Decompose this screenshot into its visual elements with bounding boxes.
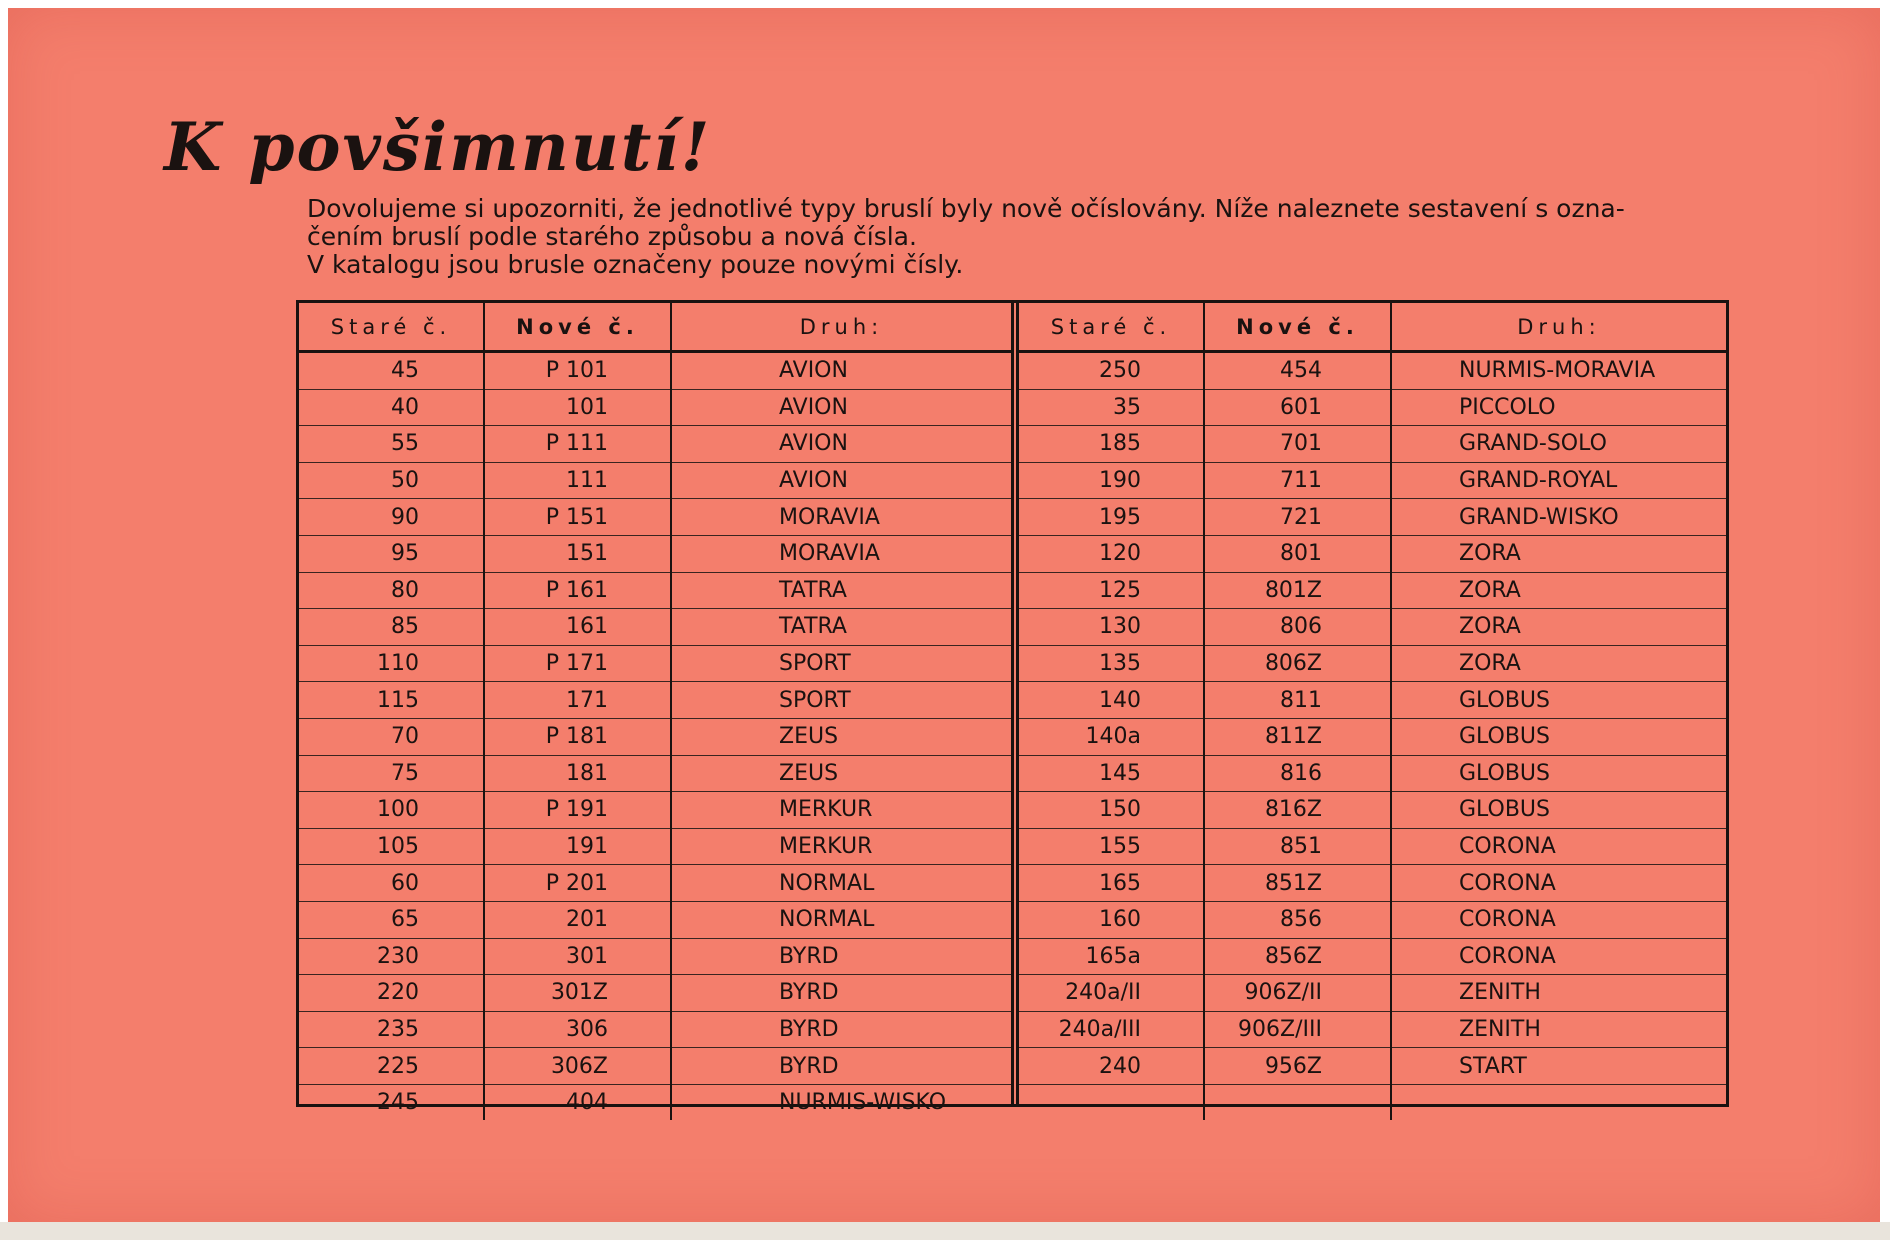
cell-old-number: 120 — [1019, 535, 1204, 572]
left-table — [299, 303, 1011, 1120]
table-row — [1019, 352, 1726, 390]
cell-type: ZORA — [1391, 572, 1726, 609]
cell-new-number: 851Z — [1204, 865, 1391, 902]
intro-line-3: V katalogu jsou brusle označeny pouze novými čísly. — [307, 250, 964, 279]
table-row — [299, 499, 1011, 536]
cell-new-number: 806Z — [1204, 645, 1391, 682]
cell-new-number: 101 — [484, 389, 671, 426]
cell-type: TATRA — [671, 572, 1011, 609]
cell-type: CORONA — [1391, 901, 1726, 938]
cell-new-number: 906Z/II — [1204, 975, 1391, 1012]
cell-old-number: 55 — [299, 426, 484, 463]
table-row — [1019, 865, 1726, 902]
header-old-number: Staré č. — [1019, 303, 1204, 352]
table-row — [299, 828, 1011, 865]
table-right-half — [1019, 303, 1726, 1104]
cell-new-number: 601 — [1204, 389, 1391, 426]
cell-old-number: 240a/III — [1019, 1011, 1204, 1048]
cell-type: NORMAL — [671, 901, 1011, 938]
cell-type: MORAVIA — [671, 535, 1011, 572]
cell-new-number: 856 — [1204, 901, 1391, 938]
cell-old-number: 190 — [1019, 462, 1204, 499]
table-row — [1019, 462, 1726, 499]
cell-type: MERKUR — [671, 792, 1011, 829]
cell-type: NORMAL — [671, 865, 1011, 902]
cell-type: NURMIS-MORAVIA — [1391, 352, 1726, 390]
table-row — [1019, 1011, 1726, 1048]
cell-new-number: 801Z — [1204, 572, 1391, 609]
cell-new-number: P 151 — [484, 499, 671, 536]
table-row — [299, 426, 1011, 463]
cell-old-number — [1019, 1084, 1204, 1120]
table-row — [299, 535, 1011, 572]
cell-old-number: 240a/II — [1019, 975, 1204, 1012]
cell-new-number: 301Z — [484, 975, 671, 1012]
cell-old-number: 65 — [299, 901, 484, 938]
cell-new-number: 191 — [484, 828, 671, 865]
table-row — [299, 609, 1011, 646]
table-row — [299, 462, 1011, 499]
cell-old-number: 115 — [299, 682, 484, 719]
cell-old-number: 225 — [299, 1048, 484, 1085]
cell-old-number: 45 — [299, 352, 484, 390]
cell-type: AVION — [671, 462, 1011, 499]
cell-type: BYRD — [671, 1048, 1011, 1085]
table-row — [299, 792, 1011, 829]
cell-new-number: 721 — [1204, 499, 1391, 536]
table-row — [1019, 609, 1726, 646]
cell-type: GLOBUS — [1391, 718, 1726, 755]
cell-old-number: 250 — [1019, 352, 1204, 390]
cell-type: ZORA — [1391, 645, 1726, 682]
cell-type: NURMIS-WISKO — [671, 1084, 1011, 1120]
table-row — [299, 718, 1011, 755]
cell-old-number: 80 — [299, 572, 484, 609]
table-row — [1019, 828, 1726, 865]
cell-type: START — [1391, 1048, 1726, 1085]
page-title: K povšimnutí! — [164, 108, 712, 186]
numbering-table — [296, 300, 1729, 1116]
cell-old-number: 60 — [299, 865, 484, 902]
table-row — [299, 682, 1011, 719]
cell-new-number: P 101 — [484, 352, 671, 390]
header-row — [299, 303, 1011, 352]
table-row — [299, 645, 1011, 682]
cell-new-number: 181 — [484, 755, 671, 792]
intro-line-1: Dovolujeme si upozorniti, že jednotlivé typy bruslí byly nově očíslovány. Níže naleznete sestavení s ozna- — [307, 194, 1625, 223]
cell-old-number: 195 — [1019, 499, 1204, 536]
cell-new-number: 306 — [484, 1011, 671, 1048]
cell-type: SPORT — [671, 645, 1011, 682]
right-table — [1019, 303, 1726, 1120]
cell-old-number: 130 — [1019, 609, 1204, 646]
table-row — [1019, 938, 1726, 975]
cell-type: BYRD — [671, 1011, 1011, 1048]
cell-new-number — [1204, 1084, 1391, 1120]
cell-old-number: 165 — [1019, 865, 1204, 902]
table-row — [1019, 792, 1726, 829]
cell-old-number: 125 — [1019, 572, 1204, 609]
double-divider — [1011, 303, 1019, 1104]
cell-type: MERKUR — [671, 828, 1011, 865]
table-row — [1019, 718, 1726, 755]
cell-type: ZEUS — [671, 718, 1011, 755]
header-type: Druh: — [671, 303, 1011, 352]
cell-old-number: 185 — [1019, 426, 1204, 463]
left-table-body — [299, 352, 1011, 1121]
cell-old-number: 235 — [299, 1011, 484, 1048]
table-left-half — [299, 303, 1011, 1116]
table-row — [299, 975, 1011, 1012]
cell-new-number: 306Z — [484, 1048, 671, 1085]
header-old-number: Staré č. — [299, 303, 484, 352]
cell-old-number: 155 — [1019, 828, 1204, 865]
cell-type: GLOBUS — [1391, 755, 1726, 792]
table-row — [1019, 426, 1726, 463]
table-row — [299, 755, 1011, 792]
table-row — [299, 901, 1011, 938]
cell-old-number: 90 — [299, 499, 484, 536]
cell-old-number: 230 — [299, 938, 484, 975]
cell-new-number: P 201 — [484, 865, 671, 902]
table-row — [299, 1084, 1011, 1120]
cell-new-number: 811 — [1204, 682, 1391, 719]
table-row — [1019, 901, 1726, 938]
cell-new-number: 711 — [1204, 462, 1391, 499]
cell-new-number: 404 — [484, 1084, 671, 1120]
cell-type: BYRD — [671, 938, 1011, 975]
cell-old-number: 85 — [299, 609, 484, 646]
cell-type: ZENITH — [1391, 1011, 1726, 1048]
cell-new-number: 161 — [484, 609, 671, 646]
cell-old-number: 50 — [299, 462, 484, 499]
cell-type: SPORT — [671, 682, 1011, 719]
cell-new-number: 454 — [1204, 352, 1391, 390]
cell-type: CORONA — [1391, 938, 1726, 975]
table-row — [1019, 1084, 1726, 1120]
table-row — [1019, 975, 1726, 1012]
table-row — [1019, 682, 1726, 719]
cell-new-number: P 161 — [484, 572, 671, 609]
table-row — [1019, 499, 1726, 536]
cell-new-number: 201 — [484, 901, 671, 938]
cell-new-number: 816Z — [1204, 792, 1391, 829]
cell-type: AVION — [671, 389, 1011, 426]
cell-old-number: 165a — [1019, 938, 1204, 975]
cell-type: ZORA — [1391, 535, 1726, 572]
cell-new-number: 801 — [1204, 535, 1391, 572]
cell-type: CORONA — [1391, 828, 1726, 865]
cell-new-number: 701 — [1204, 426, 1391, 463]
cell-type: ZENITH — [1391, 975, 1726, 1012]
cell-new-number: P 191 — [484, 792, 671, 829]
cell-type: TATRA — [671, 609, 1011, 646]
header-new-number: Nové č. — [484, 303, 671, 352]
table-row — [1019, 1048, 1726, 1085]
cell-old-number: 240 — [1019, 1048, 1204, 1085]
intro-line-2: čením bruslí podle starého způsobu a nová čísla. — [307, 222, 917, 251]
header-type: Druh: — [1391, 303, 1726, 352]
table-row — [299, 572, 1011, 609]
cell-new-number: 816 — [1204, 755, 1391, 792]
cell-new-number: 806 — [1204, 609, 1391, 646]
cell-new-number: 301 — [484, 938, 671, 975]
intro-text — [307, 195, 1747, 279]
cell-type: GRAND-SOLO — [1391, 426, 1726, 463]
cell-type: GLOBUS — [1391, 792, 1726, 829]
right-table-body — [1019, 352, 1726, 1121]
cell-old-number: 140a — [1019, 718, 1204, 755]
cell-old-number: 95 — [299, 535, 484, 572]
cell-new-number: P 111 — [484, 426, 671, 463]
cell-type: BYRD — [671, 975, 1011, 1012]
cell-type: PICCOLO — [1391, 389, 1726, 426]
cell-new-number: 856Z — [1204, 938, 1391, 975]
table-row — [1019, 755, 1726, 792]
cell-type: AVION — [671, 352, 1011, 390]
cell-new-number: 111 — [484, 462, 671, 499]
table-row — [1019, 535, 1726, 572]
cell-type: GRAND-ROYAL — [1391, 462, 1726, 499]
header-new-number: Nové č. — [1204, 303, 1391, 352]
cell-old-number: 245 — [377, 1090, 419, 1116]
scan-margin — [0, 1222, 1890, 1240]
cell-old-number: 135 — [1019, 645, 1204, 682]
cell-type: MORAVIA — [671, 499, 1011, 536]
table-row — [299, 938, 1011, 975]
cell-new-number: 956Z — [1204, 1048, 1391, 1085]
table-row — [1019, 389, 1726, 426]
cell-type: ZORA — [1391, 609, 1726, 646]
cell-old-number: 145 — [1019, 755, 1204, 792]
cell-new-number: 851 — [1204, 828, 1391, 865]
cell-new-number: P 181 — [484, 718, 671, 755]
cell-type: ZEUS — [671, 755, 1011, 792]
cell-new-number: P 171 — [484, 645, 671, 682]
cell-old-number: 100 — [299, 792, 484, 829]
cell-old-number: 160 — [1019, 901, 1204, 938]
table-row — [1019, 645, 1726, 682]
table-row — [299, 1048, 1011, 1085]
cell-old-number: 35 — [1019, 389, 1204, 426]
cell-old-number: 40 — [299, 389, 484, 426]
cell-old-number: 70 — [299, 718, 484, 755]
cell-type: AVION — [671, 426, 1011, 463]
table-row — [1019, 572, 1726, 609]
cell-old-number: 75 — [299, 755, 484, 792]
cell-type: GRAND-WISKO — [1391, 499, 1726, 536]
cell-old-number: 140 — [1019, 682, 1204, 719]
table-row — [299, 352, 1011, 390]
cell-type: CORONA — [1391, 865, 1726, 902]
cell-new-number: 811Z — [1204, 718, 1391, 755]
cell-type: GLOBUS — [1391, 682, 1726, 719]
table-row — [299, 1011, 1011, 1048]
cell-old-number: 150 — [1019, 792, 1204, 829]
cell-old-number: 105 — [299, 828, 484, 865]
cell-old-number: 220 — [299, 975, 484, 1012]
header-row — [1019, 303, 1726, 352]
table-row — [299, 865, 1011, 902]
table-row — [299, 389, 1011, 426]
cell-type — [1391, 1084, 1726, 1120]
cell-new-number: 171 — [484, 682, 671, 719]
cell-old-number: 110 — [299, 645, 484, 682]
cell-new-number: 151 — [484, 535, 671, 572]
cell-new-number: 906Z/III — [1204, 1011, 1391, 1048]
